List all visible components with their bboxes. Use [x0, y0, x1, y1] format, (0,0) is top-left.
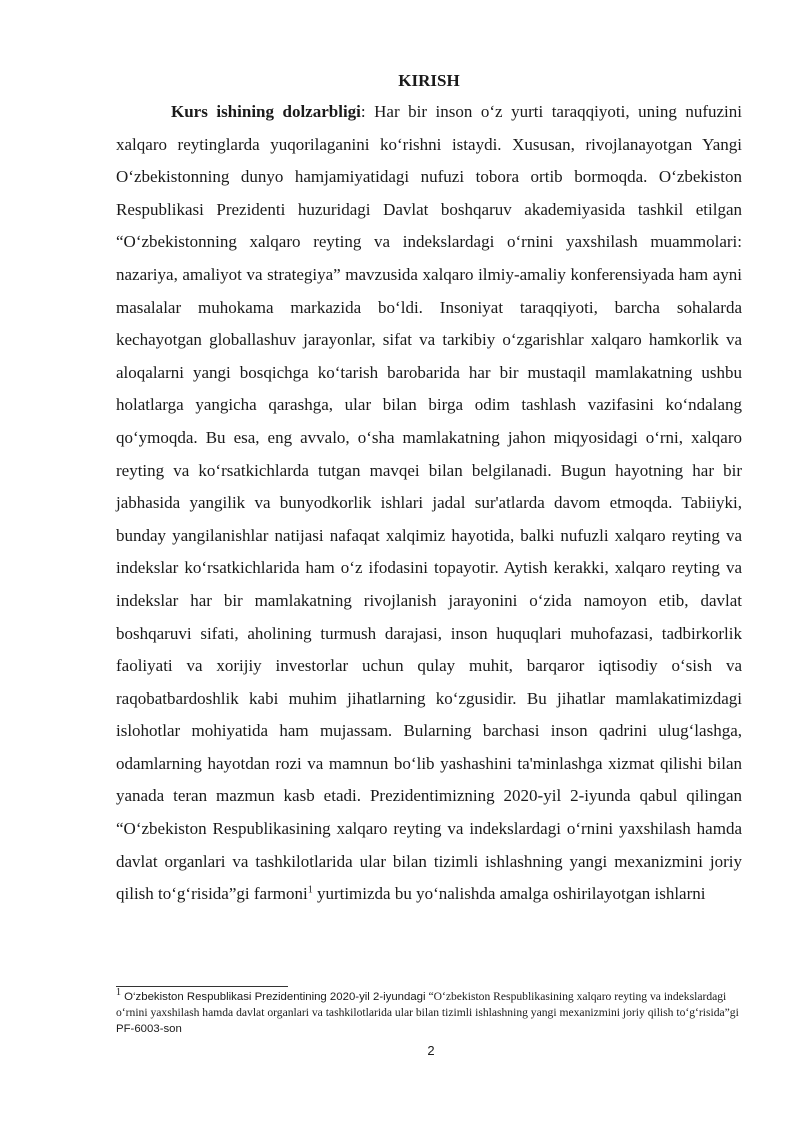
main-paragraph — [116, 96, 742, 911]
document-page — [116, 68, 742, 911]
footnote-source: O‘zbekiston Respublikasi Prezidentining 2020-yil 2-iyundagi — [121, 991, 426, 1003]
footnote-reference[interactable]: 1 — [307, 884, 313, 896]
paragraph-text-continued: Prezidentimizning 2020-yil 2-iyunda qabul qilingan “O‘zbekiston Respublikasining xalqaro reyting va indekslardagi o‘rnini yaxshilash hamda davlat organlari va tashkilotlarida ular bilan tizimli ishlashning yangi mexanizmini joriy qilish to‘g‘risida”gi farmoni — [116, 786, 742, 904]
paragraph-text-tail: yurtimizda bu yo‘nalishda amalga oshirilayotgan ishlarni — [312, 884, 706, 904]
section-heading: KIRISH — [398, 71, 460, 90]
page-number: 2 — [427, 1043, 435, 1058]
footnote-code: PF-6003-son — [116, 1023, 182, 1035]
lead-colon: : — [360, 102, 366, 121]
paragraph-text: Har bir inson o‘z yurti taraqqiyoti, uning nufuzini xalqaro reytinglarda yuqorilaganini ko‘rishni istaydi. Xususan, rivojlanayotgan Yangi O‘zbekistonning dunyo hamjamiyatidagi nufuzi tobora ortib bormoqda. O‘zbekiston Respublikasi Prezidenti huzuridagi Davlat boshqaruv akademiyasida tashkil etilgan “O‘zbekistonning xalqaro reyting va indekslardagi o‘rnini yaxshilash muammolari: nazariya, amaliyot va strategiya” mavzusida xalqaro ilmiy-amaliy konferensiyada ham ayni masalalar muhokama markazida bo‘ldi. Insoniyat taraqqiyoti, barcha sohalarda kechayotgan globallashuv jarayonlar, sifat va tarkibiy o‘zgarishlar xalqaro hamkorlik va aloqalarni yangi bosqichga ko‘tarish barobarida har bir mustaqil mamlakatning ushbu holatlarga yangicha qarashga, ular bilan birga odim tashlash vazifasini ko‘ndalang qo‘ymoqda. Bu esa, eng avvalo, o‘sha mamlakatning jahon miqyosidagi o‘rni, xalqaro reyting va ko‘rsatkichlarda tutgan mavqei bilan belgilanadi. Bugun hayotning har bir jabhasida yangilik va bunyodkorlik ishlari jadal sur'atlarda davom etmoqda. Tabiiyki, bunday yangilanishlar natijasi nafaqat xalqimiz hayotida, balki nufuzli xalqaro reyting va indekslar ko‘rsatkichlarida ham o‘z ifodasini topayotir. Aytish kerakki, xalqaro reyting va indekslar har bir mamlakatning rivojlanish jarayonini o‘zida namoyon etib, davlat boshqaruvi sifati, aholining turmush darajasi, inson huquqlari muhofazasi, tadbirkorlik faoliyati va xorijiy investorlar uchun qulay muhit, barqaror iqtisodiy o‘sish va raqobatbardoshlik kabi muhim jihatlarning ko‘zgusidir. Bu jihatlar mamlakatimizdagi islohotlar mohiyatida ham mujassam. Bularning barchasi inson qadrini ulug‘lashga, odamlarning hayotdan rozi va mamnun bo‘lib yashashini ta'minlashga xizmat qilishi bilan yanada teran mazmun kasb etadi. — [116, 102, 742, 806]
footnote-marker: 1 — [116, 987, 121, 999]
footnote-divider — [116, 986, 288, 987]
footnote-title: “O‘zbekiston Respublikasining xalqaro reyting va indekslardagi o‘rnini yaxshilash hamda davlat organlari va tashkilotlarida ular bilan tizimli ishlashning yangi mexanizmini joriy qilish to‘g‘risida”gi — [116, 990, 739, 1019]
lead-phrase: Kurs ishining dolzarbligi — [171, 102, 361, 121]
footnote — [116, 989, 742, 1037]
